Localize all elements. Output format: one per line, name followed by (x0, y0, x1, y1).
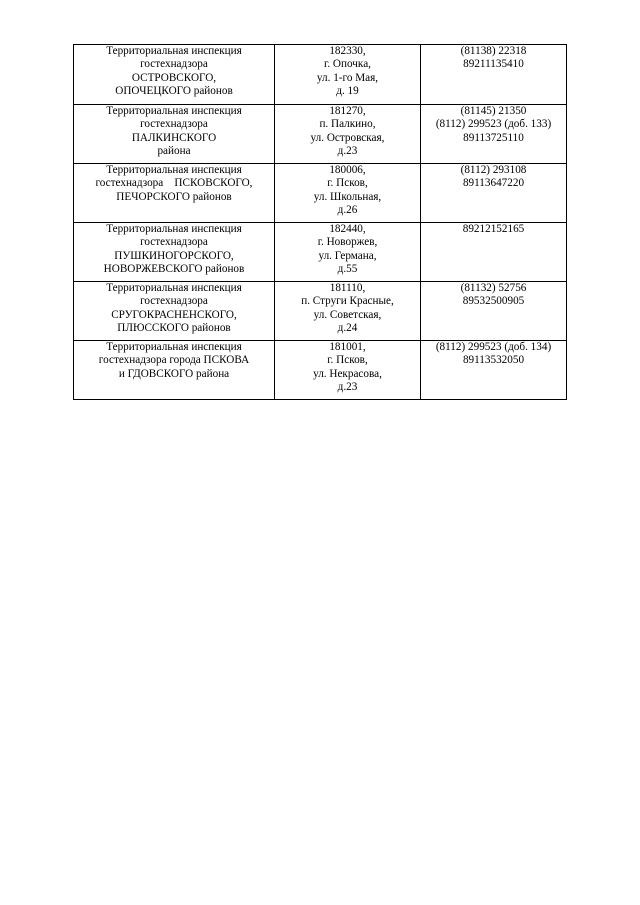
phone-line: 89532500905 (462, 295, 525, 308)
address-cell (275, 105, 421, 164)
address-line: ул. Советская, (313, 308, 382, 321)
address-cell (275, 223, 421, 282)
phone-line: (8112) 299523 (доб. 133) (435, 118, 552, 131)
address-line: п. Струги Красные, (301, 295, 394, 308)
phone-line: (81138) 22318 (460, 45, 527, 57)
address-line: г. Новоржев, (317, 236, 378, 249)
inspection-name-cell (74, 223, 275, 282)
address-cell (275, 341, 421, 400)
inspection-name-line: ОПОЧЕЦКОГО районов (115, 85, 233, 98)
address-line: п. Палкино, (319, 118, 376, 131)
table-row (74, 105, 567, 164)
table-body (74, 45, 567, 400)
phones-cell (421, 341, 567, 400)
address-line: г. Опочка, (324, 58, 371, 71)
inspection-name-line: ОСТРОВСКОГО, (131, 71, 217, 84)
address-line: 181270, (329, 105, 366, 117)
inspection-name-line: ПАЛКИНСКОГО (131, 131, 217, 144)
address-line: д.23 (337, 381, 358, 394)
inspection-name-line: ПЕЧОРСКОГО районов (116, 190, 232, 203)
inspection-name-line: НОВОРЖЕВСКОГО районов (103, 263, 245, 276)
address-line: ул. 1-го Мая, (316, 71, 379, 84)
address-line: ул. Некрасова, (313, 367, 382, 380)
inspection-name-line: гостехнадзора (140, 118, 208, 131)
inspection-name-cell (74, 105, 275, 164)
table-row (74, 341, 567, 400)
phones-cell (421, 223, 567, 282)
inspection-name-line: СРУГОКРАСНЕНСКОГО, (111, 308, 237, 321)
inspection-name-line: Территориальная инспекция (106, 45, 242, 57)
inspections-table (73, 44, 567, 400)
phone-line: (8112) 299523 (доб. 134) (435, 341, 552, 353)
inspection-name-line: гостехнадзора города ПСКОВА (98, 354, 250, 367)
address-line: г. Псков, (327, 354, 368, 367)
phones-cell (421, 282, 567, 341)
inspection-name-line: и ГДОВСКОГО района (118, 367, 230, 380)
address-cell (275, 45, 421, 105)
inspection-name-line: Территориальная инспекция (106, 282, 242, 294)
phones-cell (421, 164, 567, 223)
phones-cell (421, 45, 567, 105)
address-line: д.26 (337, 204, 358, 217)
inspection-name-line: ПЛЮССКОГО районов (117, 322, 231, 335)
address-cell (275, 164, 421, 223)
address-line: ул. Островская, (310, 131, 385, 144)
address-line: ул. Германа, (318, 249, 377, 262)
address-line: 180006, (329, 164, 366, 176)
address-line: д.23 (337, 145, 358, 158)
table-row (74, 164, 567, 223)
phone-line: (8112) 293108 (460, 164, 527, 176)
inspection-name-cell (74, 282, 275, 341)
table-row (74, 45, 567, 105)
address-line: 181001, (329, 341, 366, 353)
inspection-name-line: Территориальная инспекция (106, 341, 242, 353)
table-row (74, 223, 567, 282)
address-line: д. 19 (336, 85, 359, 98)
phone-line: 89113532050 (462, 354, 525, 367)
inspection-name-line: гостехнадзора ПСКОВСКОГО, (95, 177, 253, 190)
inspection-name-cell (74, 341, 275, 400)
phone-line: 89113647220 (462, 177, 525, 190)
inspection-name-line: Территориальная инспекция (106, 164, 242, 176)
inspection-name-cell (74, 164, 275, 223)
address-line: 182330, (329, 45, 366, 57)
phone-line: 89113725110 (463, 131, 524, 144)
table-row (74, 282, 567, 341)
inspection-name-cell (74, 45, 275, 105)
phone-line: (81132) 52756 (460, 282, 527, 294)
phone-line: 89212152165 (462, 223, 525, 235)
inspection-name-line: района (157, 145, 191, 158)
address-line: д.24 (337, 322, 358, 335)
inspection-name-line: Территориальная инспекция (106, 105, 242, 117)
phones-cell (421, 105, 567, 164)
address-line: ул. Школьная, (313, 190, 382, 203)
inspection-name-line: гостехнадзора (140, 295, 208, 308)
address-line: г. Псков, (327, 177, 368, 190)
inspection-name-line: Территориальная инспекция (106, 223, 242, 235)
phone-line: 89211135410 (463, 58, 524, 71)
address-cell (275, 282, 421, 341)
address-line: 182440, (329, 223, 366, 235)
inspection-name-line: гостехнадзора (140, 236, 208, 249)
address-line: д.55 (337, 263, 358, 276)
address-line: 181110, (329, 282, 366, 294)
phone-line: (81145) 21350 (460, 105, 527, 117)
inspection-name-line: гостехнадзора (140, 58, 208, 71)
inspection-name-line: ПУШКИНОГОРСКОГО, (114, 249, 234, 262)
